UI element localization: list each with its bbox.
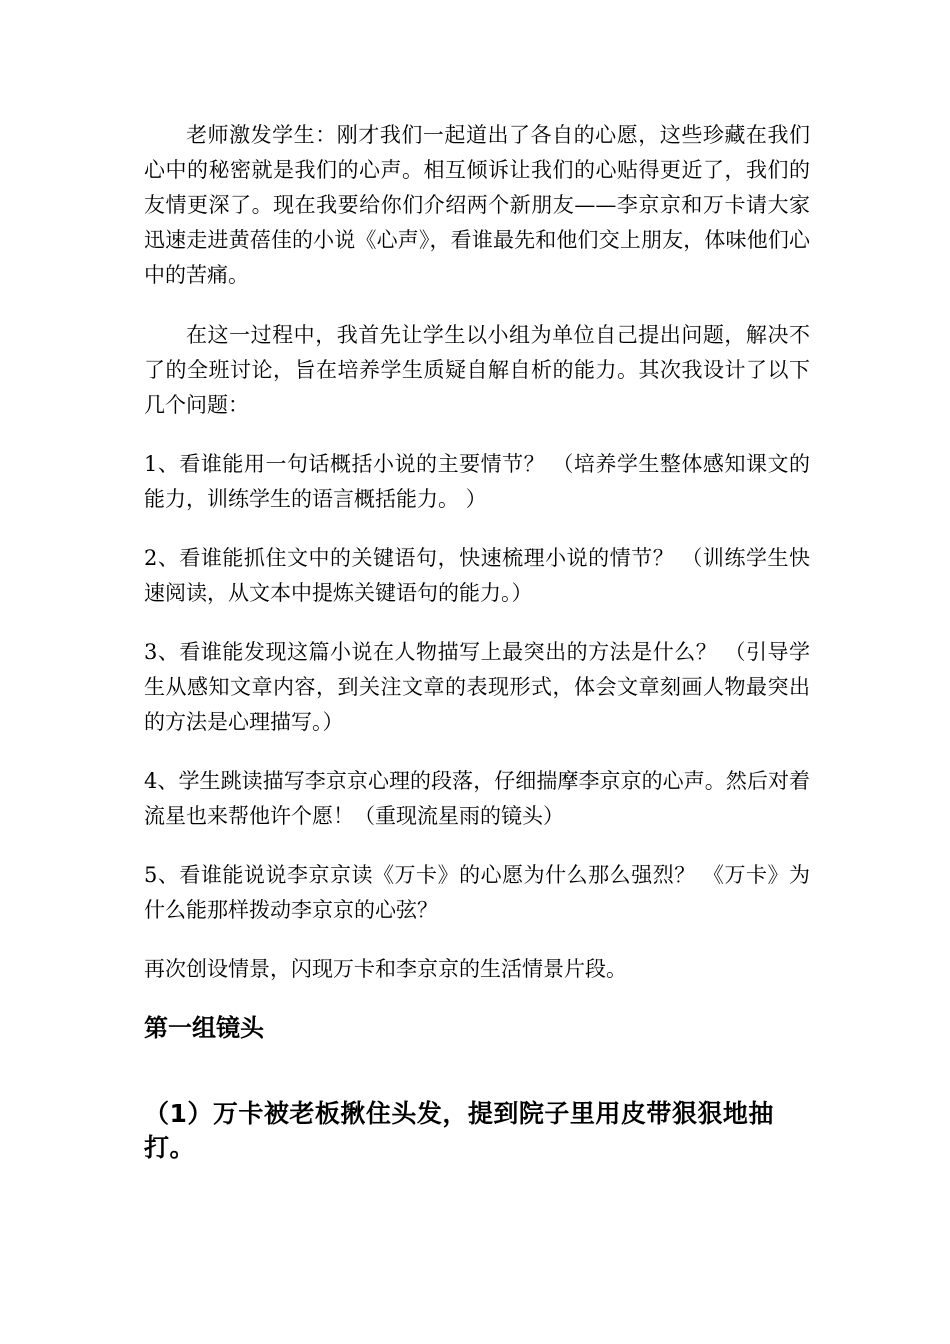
document-body bbox=[144, 118, 810, 1165]
section-heading: 第一组镜头 bbox=[144, 1014, 264, 1042]
transition-paragraph: 再次创设情景，闪现万卡和李京京的生活情景片段。 bbox=[144, 957, 627, 981]
question-item-5: 5、看谁能说说李京京读《万卡》的心愿为什么那么强烈？ 《万卡》为什么能那样拨动李京京的心弦？ bbox=[144, 863, 810, 922]
process-paragraph: 在这一过程中，我首先让学生以小组为单位自己提出问题，解决不了的全班讨论，旨在培养学生质疑自解自析的能力。其次我设计了以下几个问题： bbox=[144, 323, 810, 417]
question-item-1: 1、看谁能用一句话概括小说的主要情节？ （培养学生整体感知课文的能力，训练学生的语言概括能力。 ） bbox=[144, 452, 810, 511]
intro-paragraph: 老师激发学生：刚才我们一起道出了各自的心愿，这些珍藏在我们心中的秘密就是我们的心声。相互倾诉让我们的心贴得更近了，我们的友情更深了。现在我要给你们介绍两个新朋友——李京京和万卡请大家迅速走进黄蓓佳的小说《心声》，看谁最先和他们交上朋友，体味他们心中的苦痛。 bbox=[144, 123, 810, 287]
question-item-3: 3、看谁能发现这篇小说在人物描写上最突出的方法是什么？ （引导学生从感知文章内容，到关注文章的表现形式，体会文章刻画人物最突出的方法是心理描写。） bbox=[144, 640, 810, 734]
question-item-2: 2、看谁能抓住文中的关键语句，快速梳理小说的情节？ （训练学生快速阅读，从文本中提炼关键语句的能力。） bbox=[144, 546, 810, 605]
scene-1-heading: （1）万卡被老板揪住头发，提到院子里用皮带狠狠地抽打。 bbox=[144, 1099, 774, 1162]
question-item-4: 4、学生跳读描写李京京心理的段落，仔细揣摩李京京的心声。然后对着流星也来帮他许个愿！（重现流星雨的镜头） bbox=[144, 769, 810, 828]
